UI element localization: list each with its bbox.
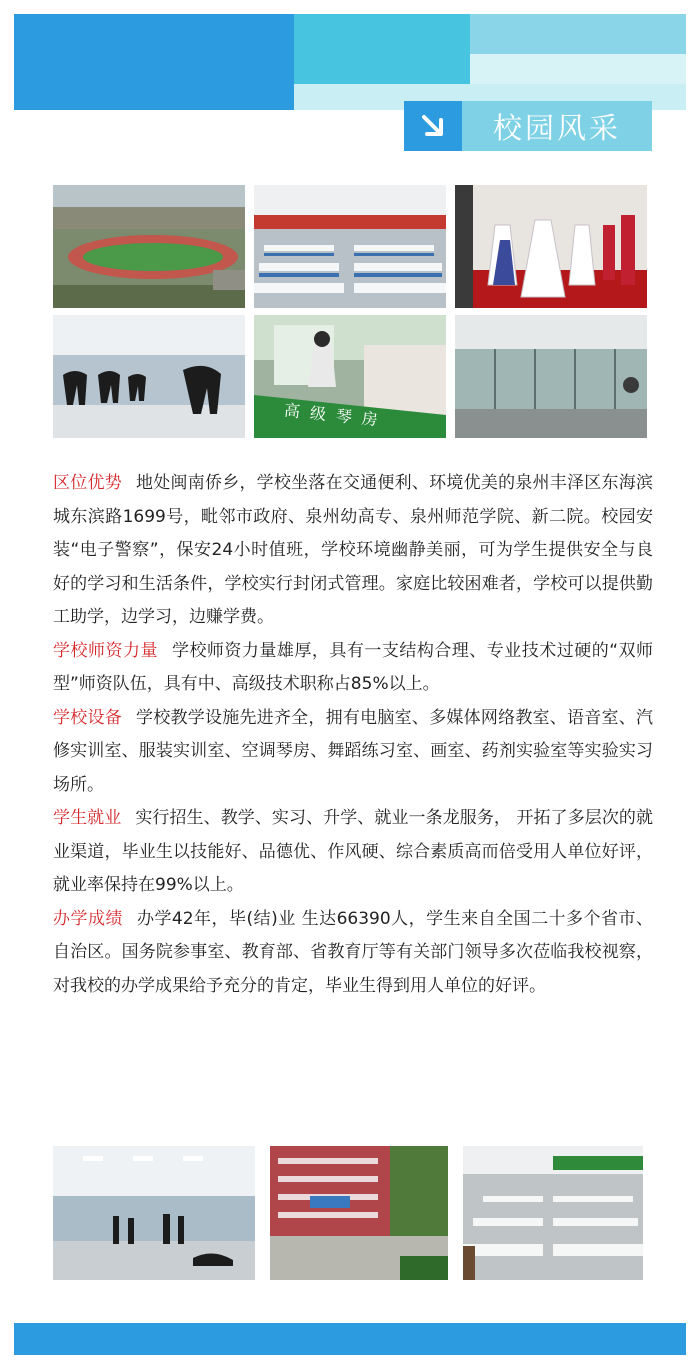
arrow-down-right-icon — [404, 101, 462, 151]
header-band-blue — [14, 14, 294, 110]
photo-dance-practice-room — [53, 315, 245, 438]
section-employment — [53, 802, 653, 903]
photo-dance-hall — [53, 1146, 255, 1280]
photo-aerial-campus-track — [53, 185, 245, 308]
section-heading: 办学成绩 — [53, 908, 123, 929]
section-heading: 学生就业 — [53, 808, 122, 828]
header-band-cyan — [294, 14, 470, 84]
section-text: 学校师资力量雄厚，具有一支结构合理、专业技术过硬的“双师型”师资队伍，具有中、高级技术职称占85%以上。 — [53, 640, 654, 694]
piano-room-sign: 高级琴房 — [283, 400, 389, 431]
header-band-light — [470, 14, 686, 54]
photo-dining-hall — [463, 1146, 643, 1280]
section-text: 学校教学设施先进齐全，拥有电脑室、多媒体网络教室、语音室、汽修实训室、服装实训室、空调琴房、舞蹈练习室、画室、药剂实验室等实验实习场所。 — [53, 707, 654, 795]
section-heading: 学校师资力量 — [53, 640, 158, 661]
section-text: 办学42年，毕(结)业 生达66390人，学生来自全国二十多个省市、自治区。国务院参事室、教育部、省教育厅等有关部门领导多次莅临我校视察，对我校的办学成果给予充分的肯定，毕业生得到用人单位的好评。 — [53, 908, 653, 996]
page-title: 校园风采 — [492, 110, 621, 145]
photo-fashion-training-room — [455, 185, 647, 308]
photo-school-building — [270, 1146, 448, 1280]
content-body — [53, 467, 653, 1003]
section-text: 地处闽南侨乡，学校坐落在交通便利、环境优美的泉州丰泽区东海滨城东滨路1699号，毗邻市政府、泉州幼高专、泉州师范学院、新二院。校园安装“电子警察”，保安24小时值班，学校环境幽静美丽，可为学生提供安全与良好的学习和生活条件，学校实行封闭式管理。家庭比较困难者，学校可以提供勤工助学，边学习，边赚学费。 — [53, 473, 654, 627]
section-location — [53, 467, 653, 635]
section-title — [404, 101, 652, 151]
section-heading: 区位优势 — [53, 473, 122, 493]
section-equipment — [53, 702, 653, 803]
header-band-paler — [470, 54, 686, 84]
section-heading: 学校设备 — [53, 707, 122, 728]
photo-piano-room — [254, 315, 446, 438]
section-achievements — [53, 903, 653, 1004]
footer-bar — [14, 1323, 686, 1355]
section-text: 实行招生、教学、实习、升学、就业一条龙服务， 开拓了多层次的就业渠道，毕业生以技能好、品德优、作风硬、综合素质高而倍受用人单位好评，就业率保持在99%以上。 — [53, 808, 654, 895]
photo-canteen-hall — [254, 185, 446, 308]
photo-glass-office-corridor — [455, 315, 647, 438]
section-faculty — [53, 635, 653, 702]
title-box — [462, 101, 652, 151]
